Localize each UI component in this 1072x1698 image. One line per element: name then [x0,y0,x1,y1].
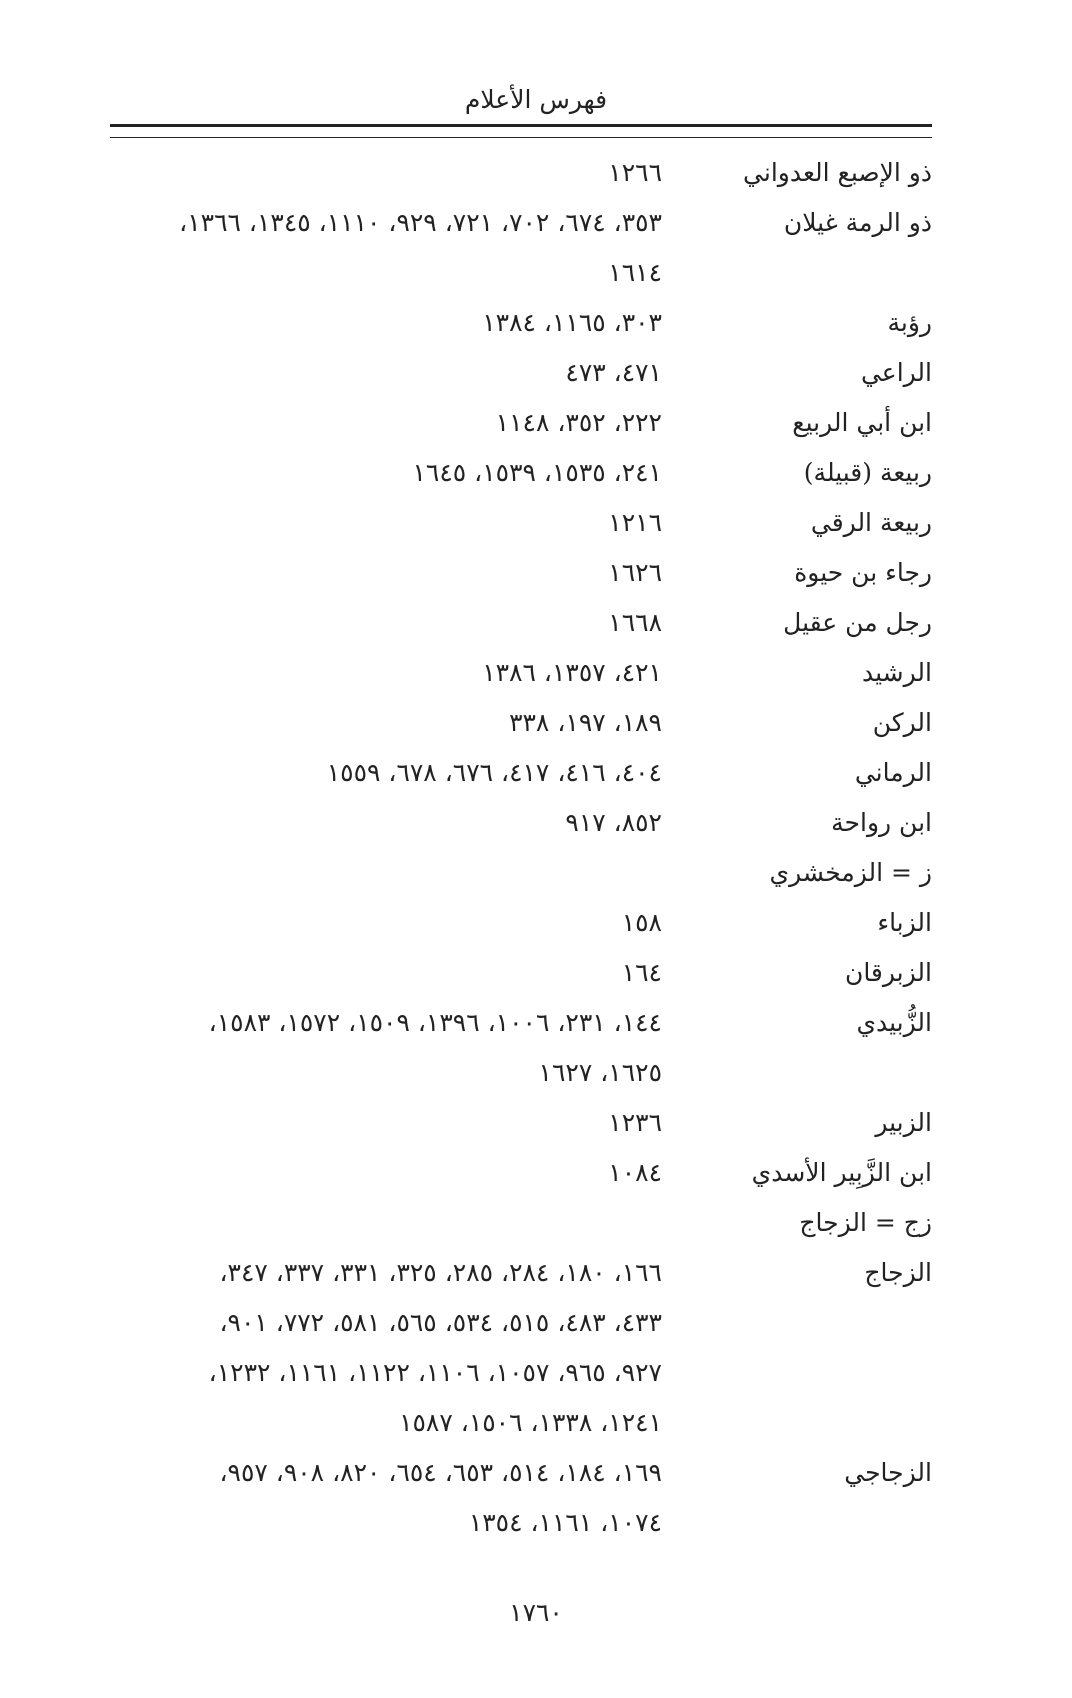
index-entry [110,798,932,848]
index-of-names [110,148,932,1548]
entry-name: ربيعة (قبيلة) [803,458,932,487]
page-reference-line: ١٥٨ [621,908,662,937]
index-entry [110,398,932,448]
page-reference-line: ١٦٩، ١٨٤، ٥١٤، ٦٥٣، ٦٥٤، ٨٢٠، ٩٠٨، ٩٥٧، [219,1458,662,1487]
index-entry [110,598,932,648]
page-reference-line [110,848,662,898]
page-reference-line: ١٦١٤ [608,258,662,287]
entry-name: ربيعة الرقي [810,508,932,537]
index-entry [110,848,932,898]
index-entry [110,648,932,698]
entry-page-references [110,648,662,698]
page-reference-line: ١٦٢٥، ١٦٢٧ [538,1058,662,1087]
entry-name: ابن رواحة [831,808,932,837]
index-entry [110,1248,932,1448]
page-number: ١٧٦٠ [509,1598,563,1627]
entry-page-references [110,798,662,848]
entry-page-references [110,698,662,748]
entry-page-references [110,848,662,898]
index-entry [110,998,932,1098]
page-reference-line: ١٦٢٦ [608,558,662,587]
entry-name: الزبرقان [844,958,932,987]
entry-page-references [110,448,662,498]
page-reference-line: ٤٠٤، ٤١٦، ٤١٧، ٦٧٦، ٦٧٨، ١٥٥٩ [326,758,662,787]
entry-name: رجاء بن حيوة [794,558,932,587]
entry-page-references [110,1448,662,1548]
page-reference-line: ١٢٦٦ [608,158,662,187]
entry-page-references [110,548,662,598]
index-entry [110,1448,932,1548]
entry-page-references [110,998,662,1098]
entry-page-references [110,598,662,648]
index-entry [110,198,932,298]
page-reference-line: ٤٢١، ١٣٥٧، ١٣٨٦ [482,658,662,687]
page-reference-line: ١٦٦٨ [608,608,662,637]
page-reference-line: ١٤٤، ٢٣١، ١٠٠٦، ١٣٩٦، ١٥٠٩، ١٥٧٢، ١٥٨٣، [208,1008,662,1037]
page-reference-line: ١٦٤ [621,958,662,987]
page-reference-line: ١٠٧٤، ١١٦١، ١٣٥٤ [468,1508,662,1537]
entry-page-references [110,1248,662,1448]
index-entry [110,1198,932,1248]
entry-name: الزبير [875,1108,932,1137]
index-entry [110,898,932,948]
entry-name: ز = الزمخشري [769,858,932,887]
index-entry [110,1148,932,1198]
page-reference-line: ٢٢٢، ٣٥٢، ١١٤٨ [495,408,662,437]
entry-name: رجل من عقيل [783,608,932,637]
index-entry [110,1098,932,1148]
entry-name: الرشيد [862,658,932,687]
page-reference-line: ١٢٤١، ١٣٣٨، ١٥٠٦، ١٥٨٧ [399,1408,662,1437]
index-entry [110,948,932,998]
entry-name: زج = الزجاج [799,1208,932,1237]
index-entry [110,548,932,598]
entry-name: الركن [872,708,932,737]
entry-name: الزباء [877,908,932,937]
page-reference-line: ١٨٩، ١٩٧، ٣٣٨ [509,708,662,737]
entry-name: رؤبة [887,308,932,337]
index-entry [110,298,932,348]
entry-page-references [110,748,662,798]
entry-page-references [110,148,662,198]
entry-page-references [110,1198,662,1248]
index-entry [110,748,932,798]
page-reference-line: ٤٧١، ٤٧٣ [565,358,662,387]
entry-name: ذو الرمة غيلان [783,208,932,237]
entry-page-references [110,348,662,398]
entry-name: ذو الإصبع العدواني [743,158,932,187]
page-reference-line: ١٠٨٤ [608,1158,662,1187]
page-reference-line: ٣٥٣، ٦٧٤، ٧٠٢، ٧٢١، ٩٢٩، ١١١٠، ١٣٤٥، ١٣٦٦، [179,208,662,237]
header-rule-thin [110,137,932,138]
entry-name: ابن الزَّبِير الأسدي [751,1158,932,1187]
entry-page-references [110,298,662,348]
page-reference-line: ٢٤١، ١٥٣٥، ١٥٣٩، ١٦٤٥ [412,458,662,487]
index-entry [110,348,932,398]
entry-page-references [110,948,662,998]
entry-page-references [110,498,662,548]
page-reference-line: ٨٥٢، ٩١٧ [565,808,662,837]
entry-name: ابن أبي الربيع [792,408,932,437]
entry-name: الزجاج [864,1258,932,1287]
running-header-title: فهرس الأعلام [464,85,608,114]
entry-name: الزجاجي [844,1458,932,1487]
header-rule-thick [110,124,932,127]
page-reference-line: ١٢١٦ [608,508,662,537]
page-reference-line: ٤٣٣، ٤٨٣، ٥١٥، ٥٣٤، ٥٦٥، ٥٨١، ٧٧٢، ٩٠١، [219,1308,662,1337]
entry-page-references [110,1148,662,1198]
entry-page-references [110,898,662,948]
index-entry [110,498,932,548]
entry-page-references [110,398,662,448]
entry-name: الراعي [860,358,932,387]
page-reference-line: ١٦٦، ١٨٠، ٢٨٤، ٢٨٥، ٣٢٥، ٣٣١، ٣٣٧، ٣٤٧، [219,1258,662,1287]
index-entry [110,148,932,198]
entry-page-references [110,1098,662,1148]
entry-name: الرماني [854,758,932,787]
index-entry [110,698,932,748]
entry-page-references [110,198,662,298]
index-entry [110,448,932,498]
page-reference-line: ٩٢٧، ٩٦٥، ١٠٥٧، ١١٠٦، ١١٢٢، ١١٦١، ١٢٣٢، [208,1358,662,1387]
page-reference-line [110,1198,662,1248]
page-reference-line: ١٢٣٦ [608,1108,662,1137]
entry-name: الزُّبيدي [856,1008,932,1037]
page-reference-line: ٣٠٣، ١١٦٥، ١٣٨٤ [482,308,662,337]
